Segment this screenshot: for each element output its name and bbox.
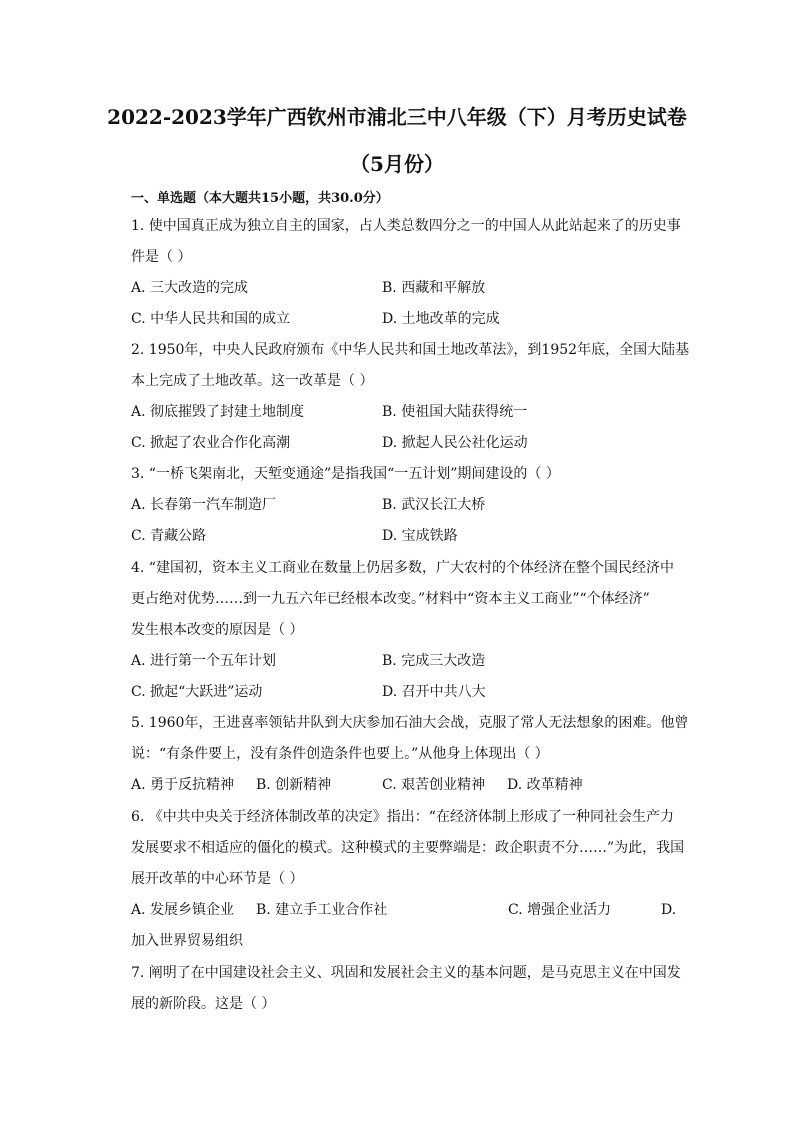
option-row	[131, 895, 691, 926]
question-4	[131, 553, 691, 708]
option-row	[131, 490, 691, 521]
option-row	[131, 273, 691, 304]
question-2	[131, 335, 691, 459]
question-6	[131, 802, 691, 957]
option-b: B. 创新精神	[256, 777, 332, 793]
question-stem-line: 发生根本改变的原因是（ ）	[131, 622, 304, 638]
exam-subtitle: （5月份）	[350, 152, 444, 176]
option-a: A. 彻底摧毁了封建土地制度	[131, 404, 305, 420]
option-b: B. 建立手工业合作社	[256, 902, 388, 918]
option-row	[131, 770, 691, 801]
exam-title: 2022-2023学年广西钦州市浦北三中八年级（下）月考历史试卷	[107, 105, 687, 129]
option-d: D. 掀起人民公社化运动	[382, 435, 528, 451]
question-stem-line: 2. 1950年，中央人民政府颁布《中华人民共和国土地改革法》，到1952年底，全国大陆基	[131, 342, 690, 358]
option-d: D. 土地改革的完成	[382, 311, 500, 327]
question-stem-line: 1. 使中国真正成为独立自主的国家，占人类总数四分之一的中国人从此站起来了的历史事	[131, 218, 681, 234]
option-d: D. 改革精神	[507, 777, 583, 793]
option-row	[131, 521, 691, 552]
option-d: D. 召开中共八大	[382, 684, 486, 700]
option-a: A. 发展乡镇企业	[131, 902, 235, 918]
question-stem-line: 6. 《中共中央关于经济体制改革的决定》指出：“在经济体制上形成了一种同社会生产力	[131, 809, 674, 825]
option-b: B. 使祖国大陆获得统一	[382, 404, 528, 420]
question-stem-line: 展开改革的中心环节是（ ）	[131, 871, 304, 887]
option-b: B. 完成三大改造	[382, 653, 486, 669]
question-5	[131, 708, 691, 801]
option-c: C. 青藏公路	[131, 528, 207, 544]
question-stem-line: 更占绝对优势……到一九五六年已经根本改变。”材料中“资本主义工商业”“个体经济”	[131, 591, 650, 607]
option-c: C. 掀起“大跃进”运动	[131, 684, 263, 700]
option-row	[131, 428, 691, 459]
question-stem-line: 4. “建国初，资本主义工商业在数量上仍居多数，广大农村的个体经济在整个国民经济中	[131, 560, 674, 576]
option-a: A. 勇于反抗精神	[131, 777, 235, 793]
option-d: D.	[661, 902, 677, 918]
option-d-text: 加入世界贸易组织	[131, 933, 243, 949]
option-d: D. 宝成铁路	[382, 528, 458, 544]
option-a: A. 三大改造的完成	[131, 280, 249, 296]
section-heading: 一、单选题（本大题共15小题，共30.0分）	[131, 191, 389, 206]
option-b: B. 西藏和平解放	[382, 280, 486, 296]
option-c: C. 中华人民共和国的成立	[131, 311, 291, 327]
question-stem-line: 5. 1960年，王进喜率领钻井队到大庆参加石油大会战，克服了常人无法想象的困难。他曾	[131, 715, 689, 731]
question-stem-line: 发展要求不相适应的僵化的模式。这种模式的主要弊端是：政企职责不分……”为此，我国	[131, 840, 685, 856]
question-7	[131, 958, 691, 1020]
question-stem-line: 本上完成了土地改革。这一改革是（ ）	[131, 373, 374, 389]
question-stem-line: 3. “一桥飞架南北，天堑变通途”是指我国“一五计划”期间建设的（ ）	[131, 466, 560, 482]
question-3	[131, 459, 691, 552]
option-a: A. 进行第一个五年计划	[131, 653, 277, 669]
question-stem-line: 说：“有条件要上，没有条件创造条件也要上。”从他身上体现出（ ）	[131, 746, 549, 762]
option-row	[131, 646, 691, 677]
option-c: C. 增强企业活力	[508, 902, 612, 918]
option-row	[131, 677, 691, 708]
option-c: C. 掀起了农业合作化高潮	[131, 435, 291, 451]
question-stem-line: 展的新阶段。这是（ ）	[131, 996, 276, 1012]
option-c: C. 艰苦创业精神	[382, 777, 486, 793]
question-1	[131, 211, 691, 335]
option-a: A. 长春第一汽车制造厂	[131, 497, 277, 513]
option-b: B. 武汉长江大桥	[382, 497, 486, 513]
question-stem-line: 7. 阐明了在中国建设社会主义、巩固和发展社会主义的基本问题，是马克思主义在中国发	[131, 965, 681, 981]
option-row	[131, 304, 691, 335]
option-row	[131, 397, 691, 428]
question-stem-line: 件是（ ）	[131, 249, 192, 265]
